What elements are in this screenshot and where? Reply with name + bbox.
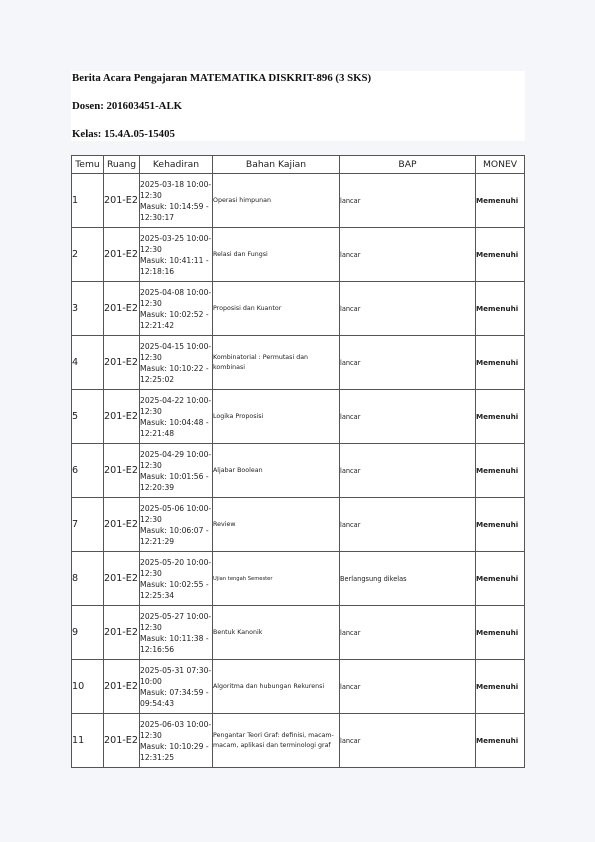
room: 201-E2 (104, 228, 140, 282)
topic: Aljabar Boolean (213, 444, 340, 498)
meeting-number: 10 (72, 660, 104, 714)
meeting-number: 3 (72, 282, 104, 336)
header-monev: MONEV (476, 156, 525, 174)
meeting-number: 6 (72, 444, 104, 498)
room: 201-E2 (104, 714, 140, 768)
bap-note: lancar (340, 606, 476, 660)
table-row (72, 660, 525, 714)
check-in-time: Masuk: 10:02:52 - 12:21:42 (140, 309, 209, 330)
topic: Operasi himpunan (213, 174, 340, 228)
check-in-time: Masuk: 10:06:07 - 12:21:29 (140, 525, 209, 546)
class-line: Kelas: 15.4A.05-15405 (72, 128, 175, 140)
attendance-cell (140, 498, 213, 552)
table-row (72, 444, 525, 498)
schedule-time: 2025-05-31 07:30-10:00 (140, 665, 212, 686)
bap-note: lancar (340, 390, 476, 444)
bap-note: lancar (340, 174, 476, 228)
check-in-time: Masuk: 10:01:56 - 12:20:39 (140, 471, 209, 492)
topic: Review (213, 498, 340, 552)
room: 201-E2 (104, 660, 140, 714)
meeting-number: 1 (72, 174, 104, 228)
bap-note: lancar (340, 228, 476, 282)
schedule-time: 2025-04-29 10:00-12:30 (140, 449, 212, 470)
table-row (72, 336, 525, 390)
header-bahan-kajian: Bahan Kajian (213, 156, 340, 174)
meeting-number: 7 (72, 498, 104, 552)
check-in-time: Masuk: 10:11:38 - 12:16:56 (140, 633, 209, 654)
topic: Ujian tengah Semester (213, 552, 340, 606)
room: 201-E2 (104, 606, 140, 660)
table-row (72, 552, 525, 606)
attendance-cell (140, 228, 213, 282)
table-row (72, 498, 525, 552)
bap-note: lancar (340, 336, 476, 390)
topic: Bentuk Kanonik (213, 606, 340, 660)
table-row (72, 606, 525, 660)
schedule-time: 2025-04-08 10:00-12:30 (140, 287, 212, 308)
room: 201-E2 (104, 552, 140, 606)
topic: Logika Proposisi (213, 390, 340, 444)
monev-status: Memenuhi (476, 714, 525, 768)
meeting-number: 5 (72, 390, 104, 444)
monev-status: Memenuhi (476, 606, 525, 660)
meeting-number: 11 (72, 714, 104, 768)
topic: Kombinatorial : Permutasi dan kombinasi (213, 336, 340, 390)
schedule-time: 2025-05-20 10:00-12:30 (140, 557, 212, 578)
bap-note: lancar (340, 714, 476, 768)
room: 201-E2 (104, 444, 140, 498)
header-temu: Temu (72, 156, 104, 174)
schedule-time: 2025-04-22 10:00-12:30 (140, 395, 212, 416)
attendance-cell (140, 336, 213, 390)
table-row (72, 714, 525, 768)
meeting-number: 4 (72, 336, 104, 390)
monev-status: Memenuhi (476, 228, 525, 282)
bap-note: lancar (340, 282, 476, 336)
attendance-cell (140, 390, 213, 444)
check-in-time: Masuk: 10:04:48 - 12:21:48 (140, 417, 209, 438)
report-header (71, 71, 525, 141)
attendance-table (71, 155, 525, 768)
meeting-number: 9 (72, 606, 104, 660)
header-ruang: Ruang (104, 156, 140, 174)
table-row (72, 282, 525, 336)
topic: Proposisi dan Kuantor (213, 282, 340, 336)
monev-status: Memenuhi (476, 336, 525, 390)
attendance-cell (140, 282, 213, 336)
lecturer-line: Dosen: 201603451-ALK (72, 100, 183, 112)
table-header-row (72, 156, 525, 174)
header-bap: BAP (340, 156, 476, 174)
check-in-time: Masuk: 10:10:29 - 12:31:25 (140, 741, 209, 762)
attendance-cell (140, 552, 213, 606)
meeting-number: 8 (72, 552, 104, 606)
monev-status: Memenuhi (476, 282, 525, 336)
bap-note: Berlangsung dikelas (340, 552, 476, 606)
attendance-cell (140, 714, 213, 768)
bap-note: lancar (340, 498, 476, 552)
attendance-cell (140, 174, 213, 228)
monev-status: Memenuhi (476, 390, 525, 444)
check-in-time: Masuk: 10:14:59 - 12:30:17 (140, 201, 209, 222)
attendance-cell (140, 444, 213, 498)
monev-status: Memenuhi (476, 444, 525, 498)
room: 201-E2 (104, 336, 140, 390)
schedule-time: 2025-05-27 10:00-12:30 (140, 611, 212, 632)
monev-status: Memenuhi (476, 552, 525, 606)
room: 201-E2 (104, 282, 140, 336)
topic: Algoritma dan hubungan Rekurensi (213, 660, 340, 714)
check-in-time: Masuk: 07:34:59 - 09:54:43 (140, 687, 209, 708)
table-row (72, 174, 525, 228)
room: 201-E2 (104, 174, 140, 228)
bap-note: lancar (340, 444, 476, 498)
room: 201-E2 (104, 498, 140, 552)
check-in-time: Masuk: 10:10:22 - 12:25:02 (140, 363, 209, 384)
attendance-cell (140, 660, 213, 714)
monev-status: Memenuhi (476, 174, 525, 228)
topic: Pengantar Teori Graf: definisi, macam-macam, aplikasi dan terminologi graf (213, 714, 340, 768)
attendance-cell (140, 606, 213, 660)
schedule-time: 2025-03-25 10:00-12:30 (140, 233, 212, 254)
report-title: Berita Acara Pengajaran MATEMATIKA DISKRIT-896 (3 SKS) (72, 72, 372, 84)
schedule-time: 2025-05-06 10:00-12:30 (140, 503, 212, 524)
bap-note: lancar (340, 660, 476, 714)
monev-status: Memenuhi (476, 498, 525, 552)
schedule-time: 2025-06-03 10:00-12:30 (140, 719, 212, 740)
schedule-time: 2025-04-15 10:00-12:30 (140, 341, 212, 362)
check-in-time: Masuk: 10:41:11 - 12:18:16 (140, 255, 209, 276)
table-row (72, 390, 525, 444)
schedule-time: 2025-03-18 10:00-12:30 (140, 179, 212, 200)
room: 201-E2 (104, 390, 140, 444)
header-kehadiran: Kehadiran (140, 156, 213, 174)
table-row (72, 228, 525, 282)
monev-status: Memenuhi (476, 660, 525, 714)
meeting-number: 2 (72, 228, 104, 282)
topic: Relasi dan Fungsi (213, 228, 340, 282)
check-in-time: Masuk: 10:02:55 - 12:25:34 (140, 579, 209, 600)
